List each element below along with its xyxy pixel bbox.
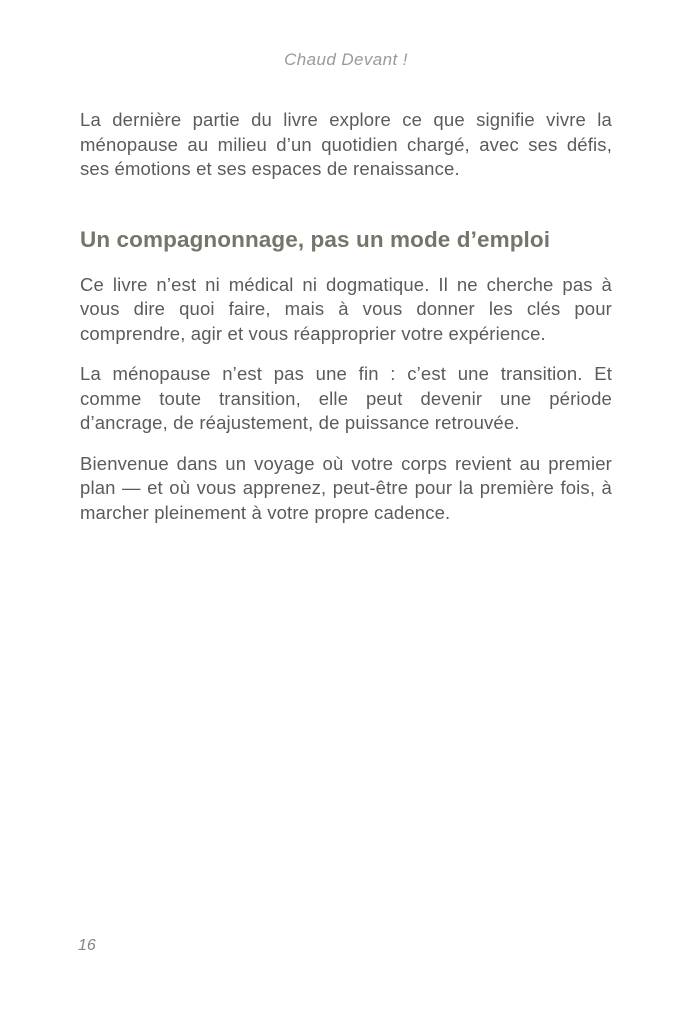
body-paragraph: Bienvenue dans un voyage où votre corps revient au premier plan — et où vous apprenez, peut-être pour la première fois, à marcher pleinement à votre propre cadence. <box>80 452 612 523</box>
body-paragraph: La ménopause n’est pas une fin : c’est une transition. Et comme toute transition, elle peut devenir une période d’ancrage, de réajustement, de puissance retrouvée. <box>80 363 612 433</box>
section-heading: Un compagnonnage, pas un mode d’emploi <box>80 226 551 252</box>
page-number: 16 <box>78 937 96 954</box>
running-header-title: Chaud Devant ! <box>284 50 408 69</box>
body-paragraph: Ce livre n’est ni médical ni dogmatique. Il ne cherche pas à vous dire quoi faire, mais à vous donner les clés pour comprendre, agir et vous réapproprier votre expérience. <box>80 273 612 344</box>
page-content <box>80 108 612 525</box>
intro-paragraph: La dernière partie du livre explore ce que signifie vivre la ménopause au milieu d’un quotidien chargé, avec ses défis, ses émotions et ses espaces de renaissance. <box>80 109 612 179</box>
